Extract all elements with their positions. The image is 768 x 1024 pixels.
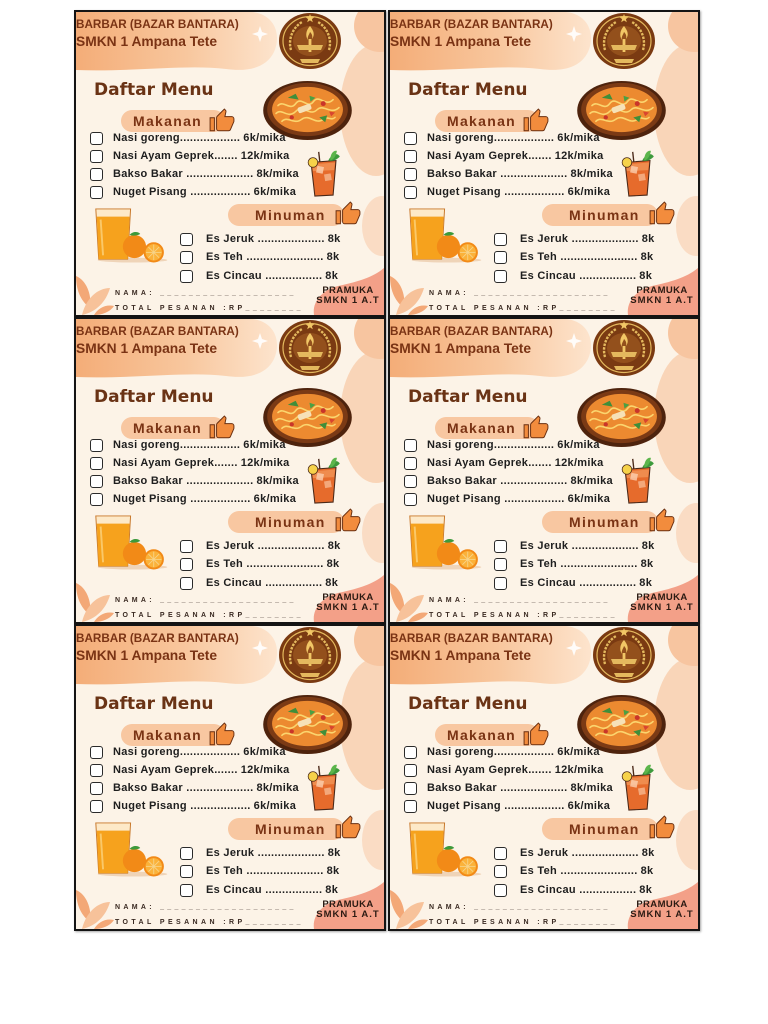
food-item-row [90, 743, 299, 761]
drink-list [494, 537, 655, 593]
organizer-badge-line1: PRAMUKA [322, 592, 374, 603]
food-item-row [404, 779, 613, 797]
menu-card [388, 624, 700, 931]
drink-item-row [180, 844, 341, 863]
drink-item-name: Es Cincau ................. [206, 883, 323, 896]
food-item-row [90, 797, 299, 815]
drink-item-row [494, 863, 655, 882]
food-item-checkbox [90, 186, 103, 199]
menu-card [388, 10, 700, 317]
order-total-line: TOTAL PESANAN :RP________ [115, 919, 304, 926]
food-item-row [90, 183, 299, 201]
drink-item-price: 8k [325, 576, 339, 589]
food-item-checkbox [90, 764, 103, 777]
food-item-price: 8k/mika [256, 474, 299, 487]
food-item-row [404, 129, 613, 147]
food-item-price: 6k/mika [557, 438, 600, 451]
food-item-row [404, 436, 613, 454]
food-item-checkbox [404, 493, 417, 506]
organizer-badge [312, 900, 384, 920]
drink-item-name: Es Teh ....................... [520, 251, 638, 264]
food-item-name: Nasi goreng.................. [427, 745, 555, 758]
food-item-name: Nasi Ayam Geprek....... [113, 763, 238, 776]
food-list [404, 743, 613, 815]
food-heading: Makanan [447, 727, 517, 743]
food-item-price: 6k/mika [243, 745, 286, 758]
food-item-checkbox [90, 746, 103, 759]
organizer-badge-line2: SMKN 1 A.T [630, 295, 694, 306]
drink-item-checkbox [494, 540, 507, 553]
food-item-price: 6k/mika [253, 492, 297, 505]
drink-item-row [180, 556, 341, 575]
menu-title: Daftar Menu [94, 80, 214, 100]
food-item-price: 6k/mika [243, 131, 286, 144]
customer-name-line: NAMA: ___________________ [115, 904, 297, 911]
drink-item-price: 8k [326, 251, 340, 264]
food-heading: Makanan [133, 727, 203, 743]
organizer-badge-line2: SMKN 1 A.T [316, 602, 380, 613]
drink-item-price: 8k [639, 576, 653, 589]
customer-name-line: NAMA: ___________________ [429, 904, 611, 911]
food-item-price: 6k/mika [567, 492, 611, 505]
food-item-price: 12k/mika [554, 456, 604, 469]
food-list [90, 743, 299, 815]
food-item-price: 6k/mika [253, 799, 297, 812]
drink-heading: Minuman [569, 821, 640, 837]
drink-item-name: Es Jeruk .................... [520, 539, 639, 552]
drink-item-name: Es Jeruk .................... [206, 232, 325, 245]
drink-item-row [180, 537, 341, 556]
food-item-checkbox [404, 764, 417, 777]
drink-item-price: 8k [327, 539, 341, 552]
iced-tea-icon [619, 456, 656, 504]
drink-list [180, 537, 341, 593]
food-item-checkbox [90, 457, 103, 470]
food-item-price: 8k/mika [570, 167, 613, 180]
drink-list [494, 230, 655, 286]
drink-item-name: Es Cincau ................. [520, 883, 637, 896]
food-item-row [404, 454, 613, 472]
menu-title: Daftar Menu [408, 694, 528, 714]
drink-item-row [494, 881, 655, 900]
drink-item-price: 8k [327, 846, 341, 859]
food-item-name: Nuget Pisang .................. [427, 185, 565, 198]
drink-item-checkbox [180, 270, 193, 283]
drink-item-price: 8k [640, 558, 654, 571]
menu-title: Daftar Menu [408, 387, 528, 407]
food-item-name: Nasi Ayam Geprek....... [427, 456, 552, 469]
event-name: BARBAR (BAZAR BANTARA) [390, 325, 553, 338]
drink-item-checkbox [494, 558, 507, 571]
drink-item-name: Es Teh ....................... [520, 558, 638, 571]
food-item-price: 8k/mika [256, 167, 299, 180]
menu-card [74, 317, 386, 624]
drink-item-checkbox [494, 270, 507, 283]
food-item-name: Bakso Bakar .................... [427, 474, 568, 487]
order-total-line: TOTAL PESANAN :RP________ [115, 305, 304, 312]
food-item-price: 12k/mika [240, 763, 290, 776]
drink-item-name: Es Jeruk .................... [520, 232, 639, 245]
food-item-checkbox [90, 493, 103, 506]
food-item-row [404, 147, 613, 165]
organizer-badge-line2: SMKN 1 A.T [316, 295, 380, 306]
food-item-row [90, 761, 299, 779]
drink-item-name: Es Cincau ................. [206, 269, 323, 282]
food-item-checkbox [90, 168, 103, 181]
drink-item-name: Es Jeruk .................... [206, 846, 325, 859]
iced-tea-icon [619, 763, 656, 811]
food-item-row [90, 490, 299, 508]
drink-item-checkbox [494, 251, 507, 264]
organizer-badge-line1: PRAMUKA [636, 285, 688, 296]
event-name: BARBAR (BAZAR BANTARA) [390, 18, 553, 31]
school-name: SMKN 1 Ampana Tete [390, 648, 532, 663]
school-emblem-icon [277, 626, 343, 684]
school-name: SMKN 1 Ampana Tete [390, 341, 532, 356]
food-item-price: 8k/mika [570, 781, 613, 794]
organizer-badge [626, 593, 698, 613]
organizer-badge-line1: PRAMUKA [636, 592, 688, 603]
drink-item-price: 8k [640, 251, 654, 264]
food-heading: Makanan [447, 420, 517, 436]
drink-item-checkbox [180, 558, 193, 571]
food-item-price: 6k/mika [557, 131, 600, 144]
thumbs-up-icon [335, 201, 361, 227]
drink-item-name: Es Jeruk .................... [520, 846, 639, 859]
food-item-row [404, 743, 613, 761]
drink-item-price: 8k [639, 883, 653, 896]
drink-item-row [180, 881, 341, 900]
drink-item-name: Es Jeruk .................... [206, 539, 325, 552]
food-list [404, 436, 613, 508]
order-total-line: TOTAL PESANAN :RP________ [429, 305, 618, 312]
drink-heading: Minuman [255, 207, 326, 223]
food-item-price: 12k/mika [240, 149, 290, 162]
drink-item-price: 8k [641, 846, 655, 859]
drink-item-checkbox [180, 884, 193, 897]
drink-item-row [494, 537, 655, 556]
food-item-name: Nasi Ayam Geprek....... [427, 763, 552, 776]
food-item-name: Nuget Pisang .................. [113, 799, 251, 812]
food-item-price: 12k/mika [554, 149, 604, 162]
food-item-price: 12k/mika [240, 456, 290, 469]
menu-card [388, 317, 700, 624]
drink-list [180, 230, 341, 286]
drink-item-price: 8k [326, 558, 340, 571]
drink-heading: Minuman [569, 207, 640, 223]
iced-tea-icon [619, 149, 656, 197]
food-item-row [90, 454, 299, 472]
food-item-row [404, 183, 613, 201]
drink-item-name: Es Cincau ................. [520, 269, 637, 282]
organizer-badge-line1: PRAMUKA [322, 285, 374, 296]
food-item-checkbox [404, 132, 417, 145]
food-item-name: Bakso Bakar .................... [113, 474, 254, 487]
orange-juice-icon [407, 207, 486, 263]
thumbs-up-icon [335, 508, 361, 534]
drink-item-name: Es Cincau ................. [206, 576, 323, 589]
school-emblem-icon [277, 319, 343, 377]
thumbs-up-icon [649, 815, 675, 841]
food-heading: Makanan [133, 113, 203, 129]
thumbs-up-icon [649, 508, 675, 534]
event-name: BARBAR (BAZAR BANTARA) [76, 632, 239, 645]
drink-item-price: 8k [325, 883, 339, 896]
drink-item-row [494, 556, 655, 575]
drink-item-checkbox [494, 884, 507, 897]
food-item-name: Nasi goreng.................. [113, 131, 241, 144]
food-item-checkbox [404, 439, 417, 452]
food-item-checkbox [90, 132, 103, 145]
orange-juice-icon [93, 207, 172, 263]
food-item-checkbox [404, 186, 417, 199]
drink-item-name: Es Cincau ................. [520, 576, 637, 589]
food-item-price: 6k/mika [243, 438, 286, 451]
drink-item-price: 8k [641, 539, 655, 552]
food-item-row [404, 761, 613, 779]
food-item-row [90, 165, 299, 183]
drink-item-price: 8k [327, 232, 341, 245]
food-item-row [404, 490, 613, 508]
drink-item-price: 8k [326, 865, 340, 878]
food-item-checkbox [90, 475, 103, 488]
food-item-row [404, 472, 613, 490]
orange-juice-icon [407, 821, 486, 877]
order-total-line: TOTAL PESANAN :RP________ [429, 612, 618, 619]
drink-item-row [180, 863, 341, 882]
school-emblem-icon [591, 626, 657, 684]
drink-item-price: 8k [640, 865, 654, 878]
school-emblem-icon [591, 319, 657, 377]
drink-item-name: Es Teh ....................... [206, 251, 324, 264]
drink-item-name: Es Teh ....................... [206, 558, 324, 571]
customer-name-line: NAMA: ___________________ [115, 597, 297, 604]
organizer-badge-line1: PRAMUKA [322, 899, 374, 910]
food-item-row [404, 165, 613, 183]
orange-juice-icon [407, 514, 486, 570]
food-item-name: Bakso Bakar .................... [113, 167, 254, 180]
food-item-price: 6k/mika [253, 185, 297, 198]
drink-item-price: 8k [639, 269, 653, 282]
food-item-price: 8k/mika [570, 474, 613, 487]
food-list [90, 436, 299, 508]
food-heading: Makanan [133, 420, 203, 436]
menu-card [74, 624, 386, 931]
food-item-checkbox [90, 782, 103, 795]
drink-item-checkbox [180, 865, 193, 878]
drink-item-row [180, 249, 341, 268]
menu-title: Daftar Menu [94, 694, 214, 714]
food-item-name: Bakso Bakar .................... [427, 781, 568, 794]
food-item-row [90, 436, 299, 454]
food-item-price: 8k/mika [256, 781, 299, 794]
drink-item-name: Es Teh ....................... [520, 865, 638, 878]
food-item-checkbox [404, 782, 417, 795]
food-item-checkbox [404, 150, 417, 163]
food-item-name: Bakso Bakar .................... [427, 167, 568, 180]
food-item-checkbox [90, 800, 103, 813]
drink-item-price: 8k [641, 232, 655, 245]
drink-heading: Minuman [255, 821, 326, 837]
food-item-row [90, 129, 299, 147]
food-item-price: 6k/mika [557, 745, 600, 758]
drink-item-row [494, 267, 655, 286]
drink-item-checkbox [180, 251, 193, 264]
drink-list [180, 844, 341, 900]
food-item-name: Nasi Ayam Geprek....... [113, 149, 238, 162]
drink-item-row [180, 230, 341, 249]
drink-item-price: 8k [325, 269, 339, 282]
customer-name-line: NAMA: ___________________ [429, 597, 611, 604]
food-item-name: Nuget Pisang .................. [427, 492, 565, 505]
drink-item-name: Es Teh ....................... [206, 865, 324, 878]
food-item-row [404, 797, 613, 815]
drink-item-checkbox [494, 865, 507, 878]
food-item-name: Nasi Ayam Geprek....... [427, 149, 552, 162]
drink-item-checkbox [494, 847, 507, 860]
school-name: SMKN 1 Ampana Tete [76, 34, 218, 49]
food-heading: Makanan [447, 113, 517, 129]
food-item-checkbox [90, 439, 103, 452]
food-item-name: Nasi goreng.................. [113, 438, 241, 451]
thumbs-up-icon [649, 201, 675, 227]
food-item-checkbox [90, 150, 103, 163]
food-list [404, 129, 613, 201]
food-item-checkbox [404, 457, 417, 470]
organizer-badge-line2: SMKN 1 A.T [630, 602, 694, 613]
iced-tea-icon [305, 149, 342, 197]
food-item-name: Nasi Ayam Geprek....... [113, 456, 238, 469]
drink-item-row [494, 230, 655, 249]
food-item-checkbox [404, 475, 417, 488]
iced-tea-icon [305, 456, 342, 504]
food-item-checkbox [404, 800, 417, 813]
drink-heading: Minuman [255, 514, 326, 530]
organizer-badge-line1: PRAMUKA [636, 899, 688, 910]
drink-item-checkbox [180, 233, 193, 246]
orange-juice-icon [93, 514, 172, 570]
order-total-line: TOTAL PESANAN :RP________ [429, 919, 618, 926]
food-item-name: Bakso Bakar .................... [113, 781, 254, 794]
organizer-badge [312, 286, 384, 306]
menu-title: Daftar Menu [94, 387, 214, 407]
drink-item-row [494, 844, 655, 863]
school-emblem-icon [277, 12, 343, 70]
drink-item-row [494, 249, 655, 268]
menu-sheet [74, 10, 700, 931]
food-item-price: 6k/mika [567, 185, 611, 198]
drink-item-checkbox [180, 577, 193, 590]
food-item-row [90, 779, 299, 797]
food-item-price: 12k/mika [554, 763, 604, 776]
drink-item-checkbox [494, 577, 507, 590]
food-item-checkbox [404, 168, 417, 181]
organizer-badge-line2: SMKN 1 A.T [316, 909, 380, 920]
menu-card [74, 10, 386, 317]
school-name: SMKN 1 Ampana Tete [390, 34, 532, 49]
food-item-price: 6k/mika [567, 799, 611, 812]
drink-item-row [494, 574, 655, 593]
drink-item-checkbox [494, 233, 507, 246]
school-emblem-icon [591, 12, 657, 70]
food-item-name: Nuget Pisang .................. [113, 185, 251, 198]
food-item-row [90, 472, 299, 490]
food-item-checkbox [404, 746, 417, 759]
drink-item-checkbox [180, 540, 193, 553]
event-name: BARBAR (BAZAR BANTARA) [76, 325, 239, 338]
drink-list [494, 844, 655, 900]
orange-juice-icon [93, 821, 172, 877]
menu-title: Daftar Menu [408, 80, 528, 100]
food-item-name: Nasi goreng.................. [427, 438, 555, 451]
drink-item-row [180, 267, 341, 286]
thumbs-up-icon [335, 815, 361, 841]
drink-item-row [180, 574, 341, 593]
food-item-row [90, 147, 299, 165]
organizer-badge-line2: SMKN 1 A.T [630, 909, 694, 920]
organizer-badge [312, 593, 384, 613]
order-total-line: TOTAL PESANAN :RP________ [115, 612, 304, 619]
organizer-badge [626, 900, 698, 920]
food-item-name: Nasi goreng.................. [113, 745, 241, 758]
food-list [90, 129, 299, 201]
customer-name-line: NAMA: ___________________ [429, 290, 611, 297]
organizer-badge [626, 286, 698, 306]
drink-item-checkbox [180, 847, 193, 860]
event-name: BARBAR (BAZAR BANTARA) [390, 632, 553, 645]
iced-tea-icon [305, 763, 342, 811]
event-name: BARBAR (BAZAR BANTARA) [76, 18, 239, 31]
food-item-name: Nuget Pisang .................. [427, 799, 565, 812]
food-item-name: Nuget Pisang .................. [113, 492, 251, 505]
drink-heading: Minuman [569, 514, 640, 530]
customer-name-line: NAMA: ___________________ [115, 290, 297, 297]
food-item-name: Nasi goreng.................. [427, 131, 555, 144]
school-name: SMKN 1 Ampana Tete [76, 341, 218, 356]
school-name: SMKN 1 Ampana Tete [76, 648, 218, 663]
